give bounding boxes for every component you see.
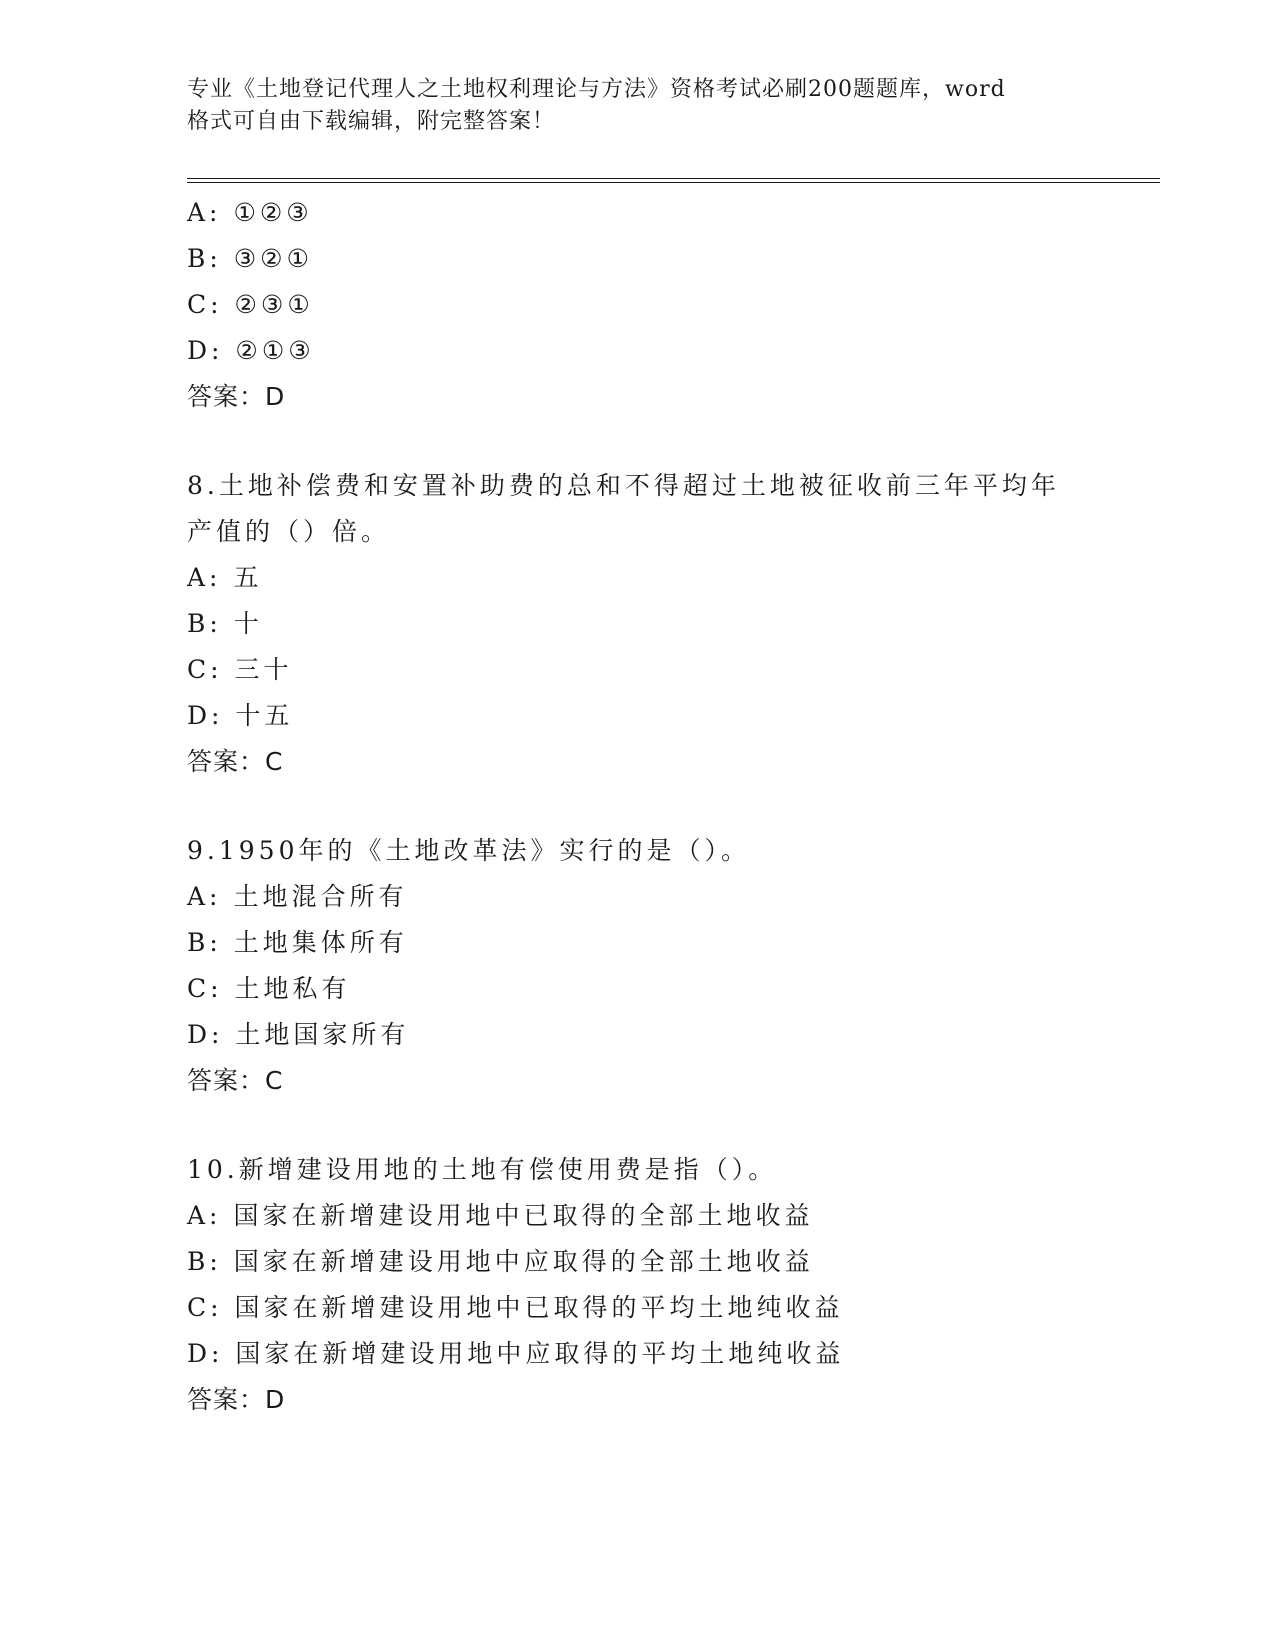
question-block-10 [187,1147,1147,1423]
option-c: C: ②③① [187,290,314,319]
header-title-line-1: 专业《土地登记代理人之土地权利理论与方法》资格考试必刷200题题库，word [187,77,1006,102]
header-title-line-2: 格式可自由下载编辑，附完整答案！ [187,109,556,134]
option-c: C: 土地私有 [187,974,351,1003]
question-text-continued: 产值的（）倍。 [187,517,391,546]
question-list [187,190,1147,1423]
answer-line: 答案：D [187,1385,286,1414]
question-text: 10.新增建设用地的土地有偿使用费是指（）。 [187,1155,778,1184]
option-a: A: ①②③ [187,198,313,227]
option-d: D: ②①③ [187,336,315,365]
option-b: B: 土地集体所有 [187,928,408,957]
spacer [187,785,1147,828]
question-block-8 [187,463,1147,785]
question-block-prev [187,190,1147,420]
option-d: D: 土地国家所有 [187,1020,410,1049]
answer-line: 答案：C [187,1066,284,1095]
option-a: A: 土地混合所有 [187,882,408,911]
answer-line: 答案：D [187,382,286,411]
option-b: B: ③②① [187,244,313,273]
option-b: B: 十 [187,609,263,638]
question-text: 9.1950年的《土地改革法》实行的是（）。 [187,836,750,865]
answer-line: 答案：C [187,747,284,776]
option-c: C: 国家在新增建设用地中已取得的平均土地纯收益 [187,1293,844,1322]
option-d: D: 十五 [187,701,294,730]
option-a: A: 五 [187,563,263,592]
option-d: D: 国家在新增建设用地中应取得的平均土地纯收益 [187,1339,845,1368]
option-c: C: 三十 [187,655,293,684]
option-b: B: 国家在新增建设用地中应取得的全部土地收益 [187,1247,814,1276]
option-a: A: 国家在新增建设用地中已取得的全部土地收益 [187,1201,814,1230]
spacer [187,420,1147,463]
question-block-9 [187,828,1147,1104]
spacer [187,1104,1147,1147]
document-header [187,74,1087,138]
question-text: 8.土地补偿费和安置补助费的总和不得超过土地被征收前三年平均年 [187,471,1060,500]
header-divider [187,178,1160,183]
